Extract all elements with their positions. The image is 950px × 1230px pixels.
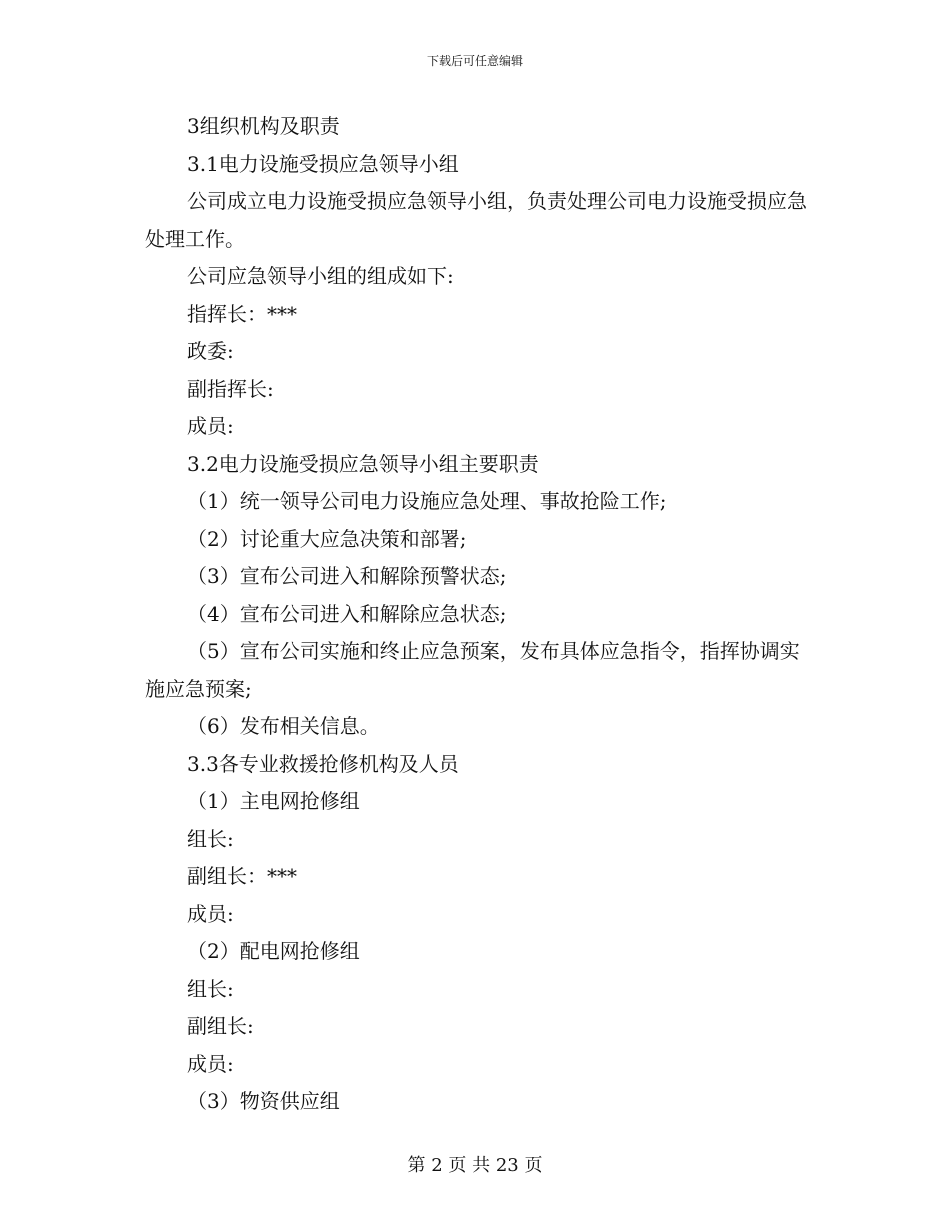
duty-item-5: （5）宣布公司实施和终止应急预案，发布具体应急指令，指挥协调实施应急预案; (145, 639, 800, 701)
section-3-1-heading: 3.1电力设施受损应急领导小组 (187, 151, 459, 176)
members-intro: 公司应急领导小组的组成如下: (187, 264, 454, 288)
duty-item-2: （2）讨论重大应急决策和部署; (187, 526, 467, 551)
page-footer: 第 2 页 共 23 页 (407, 1155, 543, 1176)
group-1-leader: 组长: (187, 826, 234, 851)
section-3-3-heading: 3.3各专业救援抢修机构及人员 (187, 751, 459, 776)
page-header: 下载后可任意编辑 (426, 54, 523, 68)
duty-item-1: （1）统一领导公司电力设施应急处理、事故抢险工作; (187, 489, 667, 513)
group-2-title: （2）配电网抢修组 (187, 939, 360, 963)
group-2-leader: 组长: (187, 976, 234, 1001)
duty-item-6: （6）发布相关信息。 (187, 714, 380, 738)
group-3-title: （3）物资供应组 (187, 1089, 340, 1113)
commander-line: 指挥长：*** (187, 301, 297, 326)
members-line: 成员: (187, 414, 234, 438)
group-1-members: 成员: (187, 901, 234, 926)
vice-commander-line: 副指挥长: (187, 376, 274, 401)
section-3-2-heading: 3.2电力设施受损应急领导小组主要职责 (187, 451, 539, 476)
group-2-members: 成员: (187, 1051, 234, 1076)
section-3-1-paragraph: 公司成立电力设施受损应急领导小组，负责处理公司电力设施受损应急处理工作。 (145, 189, 807, 251)
document-body (145, 108, 810, 1121)
group-1-vice-leader: 副组长：*** (187, 864, 297, 888)
duty-item-4: （4）宣布公司进入和解除应急状态; (187, 601, 507, 626)
duty-item-3: （3）宣布公司进入和解除预警状态; (187, 564, 507, 588)
group-1-title: （1）主电网抢修组 (187, 789, 360, 813)
section-3-heading: 3组织机构及职责 (187, 114, 340, 138)
commissar-line: 政委: (187, 339, 234, 363)
group-2-vice-leader: 副组长: (187, 1014, 254, 1038)
